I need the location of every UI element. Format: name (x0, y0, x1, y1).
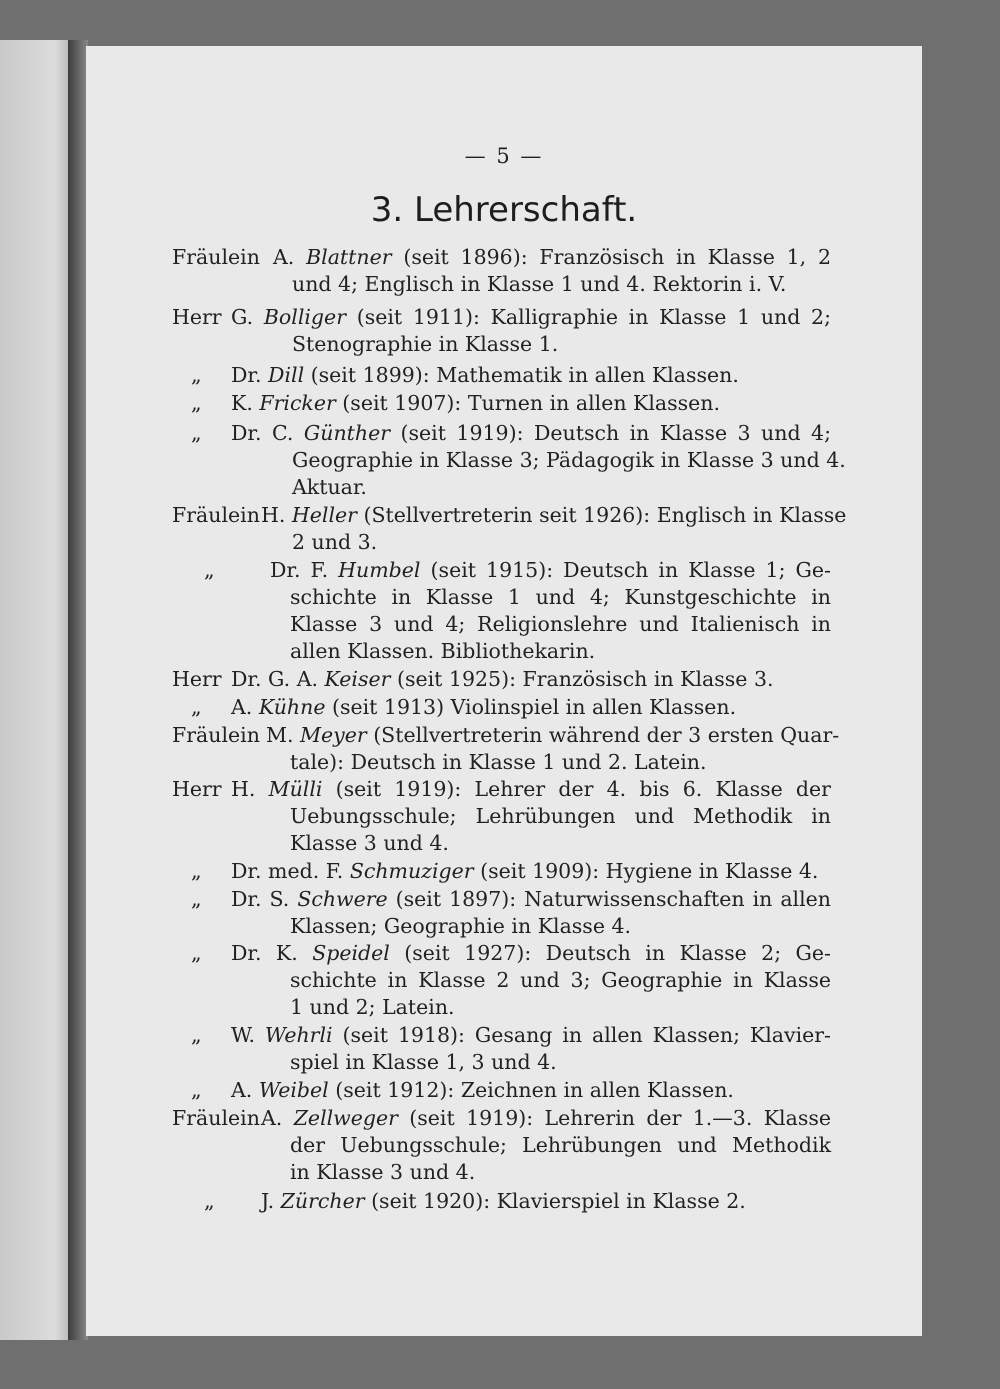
entry-initials: J. (261, 1189, 281, 1213)
teacher-name: Schwere (297, 887, 388, 911)
entry-initials: A. (261, 1106, 294, 1130)
entry-initials: W. (231, 1023, 265, 1047)
entry-continuation-line (290, 803, 831, 830)
entry-initials: Dr. C. (231, 421, 304, 445)
entry-description: Klasse 3 und 4. (290, 831, 449, 855)
entry-description: (seit 1909): Hygiene in Klasse 4. (473, 859, 819, 883)
entry-continuation-line (290, 830, 449, 857)
entry-description: spiel in Klasse 1, 3 und 4. (290, 1050, 557, 1074)
entry-description: Klasse 3 und 4; Religionslehre und Italienisch in (290, 612, 831, 636)
entry-first-line (261, 1105, 831, 1132)
teacher-name: Günther (303, 421, 391, 445)
entry-description: (seit 1918): Gesang in allen Klassen; Klavier- (332, 1023, 831, 1047)
entry-first-line (231, 362, 739, 389)
entry-title: Herr (172, 667, 222, 691)
entry-title: Herr (172, 305, 222, 329)
teacher-name: Speidel (312, 941, 390, 965)
entry-title: Fräulein (172, 723, 260, 747)
entry-description: 1 und 2; Latein. (290, 995, 455, 1019)
teacher-name: Fricker (259, 391, 336, 415)
entry-description: schichte in Klasse 2 und 3; Geographie in Klasse (290, 968, 831, 992)
entry-continuation-line (292, 447, 846, 474)
teacher-name: Kühne (258, 695, 326, 719)
teacher-name: Wehrli (264, 1023, 333, 1047)
entry-description: (seit 1919): Lehrerin der 1.—3. Klasse (397, 1106, 831, 1130)
teacher-name: Mülli (268, 777, 323, 801)
teacher-name: Heller (291, 503, 357, 527)
entry-title: „ (191, 859, 202, 883)
entry-continuation-line (290, 994, 455, 1021)
entry-description: Geographie in Klasse 3; Pädagogik in Klasse 3 und 4. (292, 448, 846, 472)
entry-first-line (231, 390, 720, 417)
entry-title: „ (191, 887, 202, 911)
entry-description: Aktuar. (292, 475, 367, 499)
entry-description: 2 und 3. (292, 530, 378, 554)
entry-description: (seit 1912): Zeichnen in allen Klassen. (328, 1078, 734, 1102)
entry-description: (seit 1897): Naturwissenschaften in allen (387, 887, 831, 911)
entry-description: (seit 1915): Deutsch in Klasse 1; Ge- (420, 558, 831, 582)
entry-continuation-line (292, 331, 558, 358)
entry-initials: A. (273, 245, 307, 269)
teacher-name: Blattner (306, 245, 392, 269)
entry-continuation-line (290, 967, 831, 994)
entry-initials: M. (266, 723, 301, 747)
entry-initials: G. (231, 305, 264, 329)
entry-continuation-line (290, 584, 831, 611)
section-heading: 3. Lehrerschaft. (370, 190, 638, 230)
entry-continuation-line (292, 474, 367, 501)
entry-continuation-line (292, 529, 377, 556)
entry-continuation-line (292, 271, 786, 298)
entry-description: Stenographie in Klasse 1. (292, 332, 559, 356)
entry-continuation-line (290, 749, 707, 776)
teacher-name: Keiser (324, 667, 391, 691)
entry-initials: Dr. (231, 363, 269, 387)
entry-first-line (231, 886, 831, 913)
entry-first-line (231, 666, 774, 693)
teacher-name: Bolliger (263, 305, 346, 329)
teacher-name: Humbel (338, 558, 421, 582)
entry-continuation-line (290, 611, 831, 638)
entry-title: „ (191, 695, 202, 719)
entry-continuation-line (290, 1159, 475, 1186)
entry-title: „ (204, 1189, 215, 1213)
entry-description: (seit 1920): Klavierspiel in Klasse 2. (364, 1189, 746, 1213)
page-number: — 5 — (464, 144, 544, 168)
entry-description: Klassen; Geographie in Klasse 4. (290, 914, 632, 938)
entry-first-line (231, 858, 818, 885)
teacher-name: Zellweger (293, 1106, 398, 1130)
document-page (86, 46, 922, 1336)
entry-continuation-line (290, 1132, 831, 1159)
entry-first-line (231, 694, 736, 721)
teacher-name: Dill (268, 363, 305, 387)
entry-title: Fräulein (172, 503, 260, 527)
entry-description: (Stellvertreterin während der 3 ersten Quar- (366, 723, 840, 747)
entry-description: (seit 1927): Deutsch in Klasse 2; Ge- (389, 941, 831, 965)
entry-first-line (231, 1077, 734, 1104)
entry-initials: A. (231, 695, 259, 719)
entry-description: (seit 1919): Lehrer der 4. bis 6. Klasse der (322, 777, 831, 801)
entry-initials: Dr. med. F. (231, 859, 350, 883)
entry-continuation-line (290, 1049, 557, 1076)
entry-first-line (270, 557, 831, 584)
entry-description: (Stellvertreterin seit 1926): Englisch in Klasse (356, 503, 847, 527)
entry-description: (seit 1907): Turnen in allen Klassen. (335, 391, 721, 415)
entry-title: „ (191, 941, 202, 965)
entry-first-line (266, 722, 840, 749)
entry-description: Uebungsschule; Lehrübungen und Methodik in (290, 804, 831, 828)
entry-title: „ (204, 558, 215, 582)
entry-continuation-line (290, 913, 631, 940)
entry-description: (seit 1899): Mathematik in allen Klassen. (304, 363, 739, 387)
book-gutter (68, 40, 88, 1340)
entry-description: (seit 1919): Deutsch in Klasse 3 und 4; (390, 421, 831, 445)
entry-title: „ (191, 391, 202, 415)
entry-title: „ (191, 363, 202, 387)
entry-initials: Dr. S. (231, 887, 298, 911)
entry-initials: K. (231, 391, 260, 415)
teacher-name: Meyer (300, 723, 367, 747)
teacher-name: Weibel (258, 1078, 329, 1102)
entry-description: der Uebungsschule; Lehrübungen und Methodik (290, 1133, 831, 1157)
entry-initials: A. (231, 1078, 259, 1102)
entry-initials: Dr. K. (231, 941, 313, 965)
entry-first-line (261, 1188, 746, 1215)
entry-first-line (231, 940, 831, 967)
entry-title: Fräulein (172, 1106, 260, 1130)
entry-description: (seit 1913) Violinspiel in allen Klassen. (325, 695, 737, 719)
entry-first-line (261, 502, 847, 529)
entry-description: (seit 1911): Kalligraphie in Klasse 1 und 2; (346, 305, 831, 329)
teacher-name: Zürcher (280, 1189, 365, 1213)
entry-description: allen Klassen. Bibliothekarin. (290, 639, 596, 663)
entry-first-line (231, 1022, 831, 1049)
entry-initials: Dr. F. (270, 558, 339, 582)
entry-first-line (273, 244, 831, 271)
entry-initials: Dr. G. A. (231, 667, 325, 691)
entry-title: „ (191, 421, 202, 445)
entry-first-line (231, 420, 831, 447)
entry-title: Fräulein (172, 245, 260, 269)
entry-description: in Klasse 3 und 4. (290, 1160, 476, 1184)
entry-initials: H. (261, 503, 292, 527)
entry-title: Herr (172, 777, 222, 801)
entry-description: schichte in Klasse 1 und 4; Kunstgeschichte in (290, 585, 831, 609)
entry-first-line (231, 776, 831, 803)
teacher-name: Schmuziger (349, 859, 474, 883)
entry-title: „ (191, 1078, 202, 1102)
entry-description: tale): Deutsch in Klasse 1 und 2. Latein. (290, 750, 707, 774)
left-page-edge (0, 40, 68, 1340)
entry-description: und 4; Englisch in Klasse 1 und 4. Rektorin i. V. (292, 272, 787, 296)
entry-first-line (231, 304, 831, 331)
entry-initials: H. (231, 777, 269, 801)
entry-description: (seit 1925): Französisch in Klasse 3. (390, 667, 774, 691)
entry-description: (seit 1896): Französisch in Klasse 1, 2 (391, 245, 831, 269)
entry-continuation-line (290, 638, 595, 665)
entry-title: „ (191, 1023, 202, 1047)
